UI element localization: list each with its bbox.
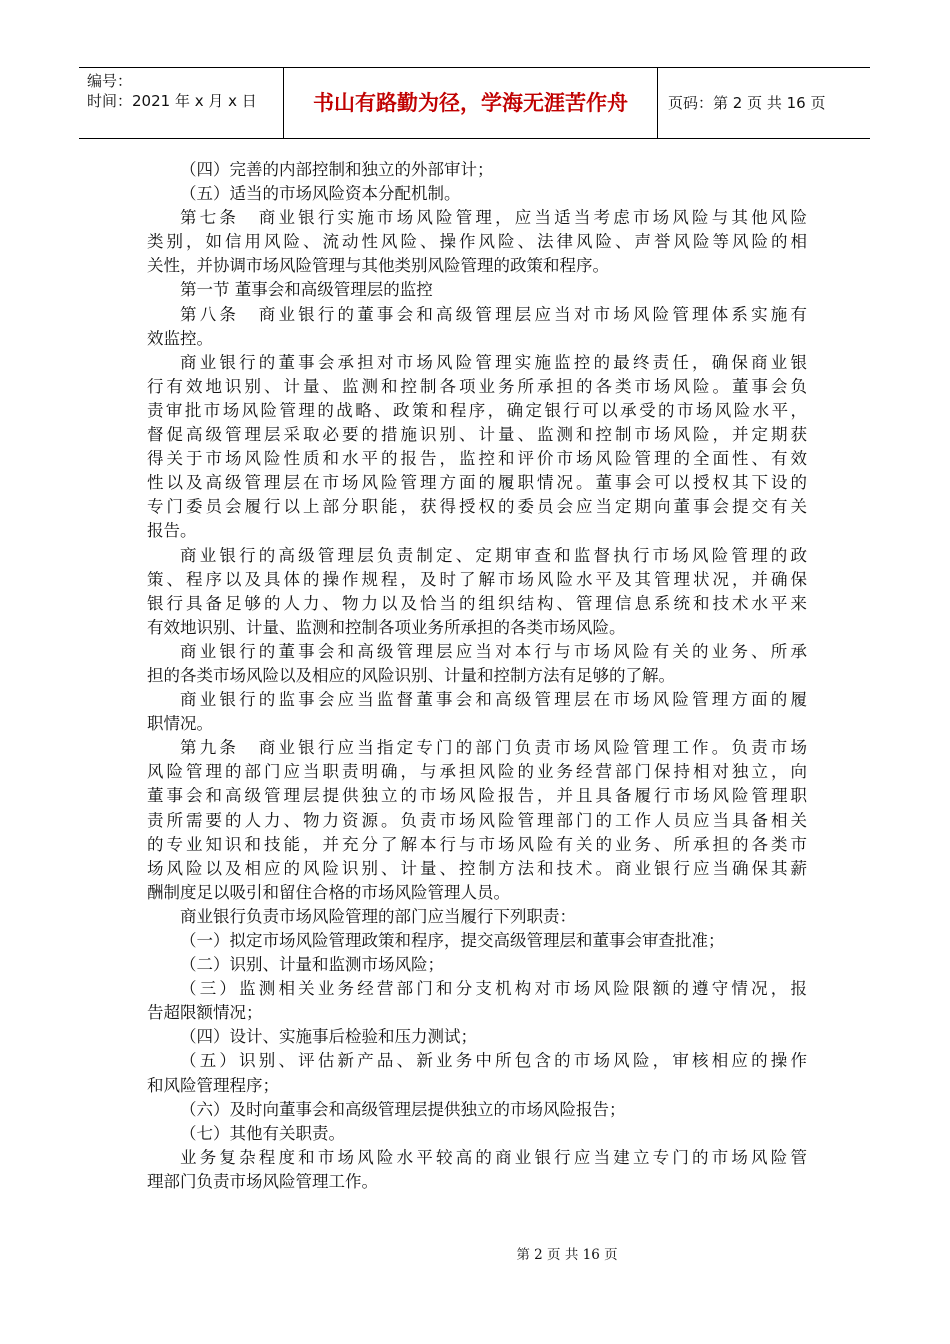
- text-line: 风险管理的部门应当职责明确，与承担风险的业务经营部门保持相对独立，向: [147, 762, 807, 782]
- text-line: （五）适当的市场风险资本分配机制。: [180, 184, 461, 204]
- text-line: 有效地识别、计量、监测和控制各项业务所承担的各类市场风险。: [147, 617, 626, 637]
- text-line: 商业银行的监事会应当监督董事会和高级管理层在市场风险管理方面的履: [180, 690, 807, 710]
- text-line: 行有效地识别、计量、监测和控制各项业务所承担的各类市场风险。董事会负: [147, 376, 807, 396]
- text-line: 得关于市场风险性质和水平的报告，监控和评价市场风险管理的全面性、有效: [147, 449, 807, 469]
- text-line: 酬制度足以吸引和留住合格的市场风险管理人员。: [147, 882, 510, 902]
- article-heading-line: 第七条 商业银行实施市场风险管理，应当适当考虑市场风险与其他风险: [180, 208, 807, 228]
- page-header: [79, 67, 870, 139]
- list-item: （一）拟定市场风险管理政策和程序，提交高级管理层和董事会审查批准；: [180, 931, 725, 950]
- header-motto-cell: [284, 68, 658, 138]
- header-page-info: 页码：第 2 页 共 16 页: [668, 94, 826, 112]
- header-meta-cell: [79, 68, 284, 138]
- text-line: 关性，并协调市场风险管理与其他类别风险管理的政策和程序。: [147, 256, 609, 276]
- text-line: 督促高级管理层采取必要的措施识别、计量、监测和控制市场风险，并定期获: [147, 425, 807, 445]
- header-motto: 书山有路勤为径，学海无涯苦作舟: [313, 91, 628, 115]
- footer-page-number: 第 2 页 共 16 页: [516, 1247, 618, 1263]
- list-item: （五）识别、评估新产品、新业务中所包含的市场风险，审核相应的操作: [180, 1051, 807, 1071]
- header-page-cell: [658, 68, 870, 138]
- text-line: 和风险管理程序；: [147, 1075, 279, 1095]
- text-line: 业务复杂程度和市场风险水平较高的商业银行应当建立专门的市场风险管: [180, 1147, 807, 1167]
- article-heading-line: 第八条 商业银行的董事会和高级管理层应当对市场风险管理体系实施有: [180, 304, 807, 324]
- text-line: 专门委员会履行以上部分职能，获得授权的委员会应当定期向董事会提交有关: [147, 497, 807, 517]
- text-line: 担的各类市场风险以及相应的风险识别、计量和控制方法有足够的了解。: [147, 665, 675, 685]
- list-item: （三）监测相关业务经营部门和分支机构对市场风险限额的遵守情况，报: [180, 979, 807, 999]
- text-line: 责审批市场风险管理的战略、政策和程序，确定银行可以承受的市场风险水平，: [147, 400, 807, 420]
- text-line: 责所需要的人力、物力资源。负责市场风险管理部门的工作人员应当具备相关: [147, 810, 807, 830]
- text-line: 商业银行负责市场风险管理的部门应当履行下列职责：: [180, 906, 576, 926]
- text-line: 报告。: [147, 521, 197, 541]
- page-footer: [0, 1247, 950, 1263]
- section-heading: 第一节 董事会和高级管理层的监控: [180, 280, 433, 300]
- document-date: 时间：2021 年 x 月 x 日: [87, 92, 257, 110]
- text-line: 职情况。: [147, 714, 213, 734]
- list-item: （二）识别、计量和监测市场风险；: [180, 955, 444, 975]
- text-line: 银行具备足够的人力、物力以及恰当的组织结构、管理信息系统和技术水平来: [147, 593, 807, 613]
- list-item: （六）及时向董事会和高级管理层提供独立的市场风险报告；: [180, 1099, 626, 1119]
- list-item: （七）其他有关职责。: [180, 1123, 345, 1143]
- text-line: 理部门负责市场风险管理工作。: [147, 1171, 378, 1191]
- article-heading-line: 第九条 商业银行应当指定专门的部门负责市场风险管理工作。负责市场: [180, 738, 807, 758]
- text-line: 性以及高级管理层在市场风险管理方面的履职情况。董事会可以授权其下设的: [147, 473, 807, 493]
- list-item: （四）设计、实施事后检验和压力测试；: [180, 1027, 477, 1047]
- text-line: 商业银行的董事会和高级管理层应当对本行与市场风险有关的业务、所承: [180, 641, 807, 661]
- text-line: 的专业知识和技能，并充分了解本行与市场风险有关的业务、所承担的各类市: [147, 834, 807, 854]
- text-line: 商业银行的董事会承担对市场风险管理实施监控的最终责任，确保商业银: [180, 352, 807, 372]
- document-body: [147, 158, 807, 1194]
- text-line: 策、程序以及具体的操作规程，及时了解市场风险水平及其管理状况，并确保: [147, 569, 807, 589]
- text-line: 场风险以及相应的风险识别、计量、控制方法和技术。商业银行应当确保其薪: [147, 858, 807, 878]
- document-number-label: 编号：: [87, 72, 133, 90]
- text-line: 董事会和高级管理层提供独立的市场风险报告，并且具备履行市场风险管理职: [147, 786, 807, 806]
- text-line: 告超限额情况；: [147, 1003, 263, 1023]
- text-line: 商业银行的高级管理层负责制定、定期审查和监督执行市场风险管理的政: [180, 545, 807, 565]
- text-line: 类别，如信用风险、流动性风险、操作风险、法律风险、声誉风险等风险的相: [147, 232, 807, 252]
- text-line: 效监控。: [147, 328, 213, 348]
- text-line: （四）完善的内部控制和独立的外部审计；: [180, 160, 494, 179]
